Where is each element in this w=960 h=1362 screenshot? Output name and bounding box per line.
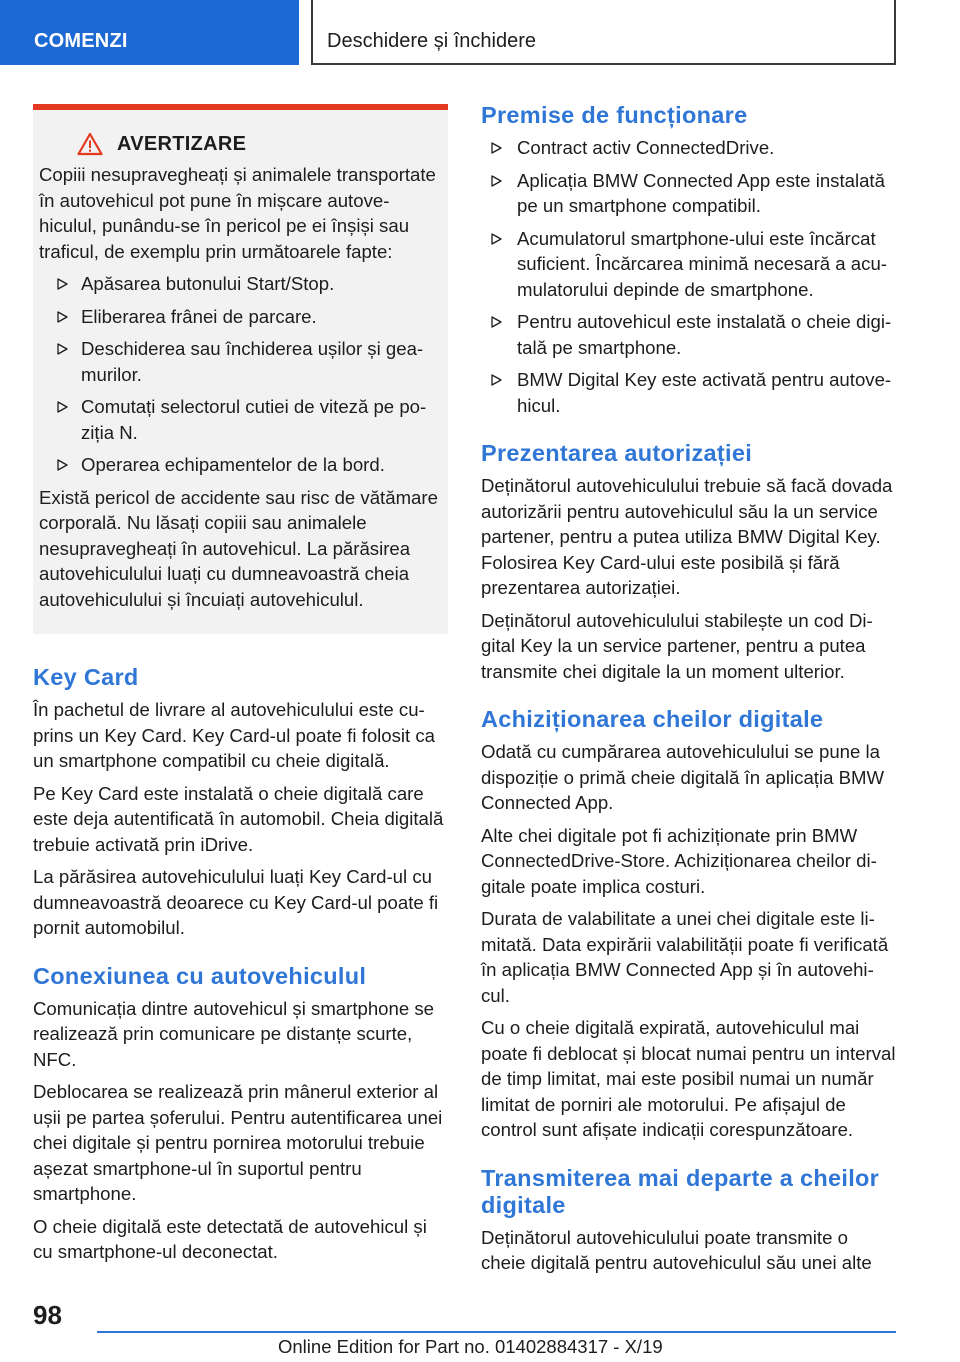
section-tab bbox=[0, 0, 299, 65]
list-item-text: Eliberarea frânei de parcare. bbox=[81, 305, 317, 327]
list-item bbox=[45, 271, 440, 297]
footer-edition bbox=[278, 1336, 663, 1358]
list-item bbox=[481, 135, 896, 161]
warning-box bbox=[33, 104, 448, 634]
list-item-text: Operarea echipamentelor de la bord. bbox=[81, 454, 385, 475]
heading-premise: Premise de funcționare bbox=[481, 102, 748, 128]
list-item bbox=[45, 336, 440, 387]
page-number: 98 bbox=[33, 1300, 62, 1330]
paragraph: Deținătorul autovehiculului poate transmite o cheie digitală pentru autovehiculul său unei alte bbox=[481, 1226, 872, 1273]
section-title: COMENZI bbox=[34, 30, 128, 52]
paragraph: La părăsirea autovehiculului luați Key Card-ul cu dumneavoastră deoarece cu Key Card-ul poate fi pornit automobilul. bbox=[33, 866, 439, 938]
list-item-text: Aplicația BMW Connected App este instalată pe un smartphone compatibil. bbox=[517, 169, 885, 216]
heading-conexiunea: Conexiunea cu autovehiculul bbox=[33, 962, 367, 989]
chapter-tab bbox=[311, 0, 896, 65]
list-item-text: Apăsarea butonului Start/Stop. bbox=[81, 273, 335, 294]
list-item bbox=[45, 452, 440, 478]
edition-text: Online Edition for Part no. 01402884317 - X/19 bbox=[278, 1336, 663, 1357]
list-item-text: Deschiderea sau închiderea ușilor și geamurilor. bbox=[81, 338, 424, 385]
heading-achizitionarea: Achiziționarea cheilor digitale bbox=[481, 706, 824, 732]
triangle-bullet-icon bbox=[491, 233, 502, 245]
paragraph: Durata de valabilitate a unei chei digitale este limitată. Data expirării valabilității poate fi verificată în aplicația BMW Connected App și în autovehicul. bbox=[481, 908, 889, 1006]
premise-list bbox=[481, 135, 896, 418]
warning-list bbox=[39, 271, 440, 478]
paragraph: Deținătorul autovehiculului stabilește un cod Digital Key la un service partener, pentru a putea transmite chei digitale la un moment ulterior. bbox=[481, 609, 873, 682]
triangle-bullet-icon bbox=[491, 175, 502, 187]
left-column bbox=[33, 104, 448, 1272]
paragraph: Odată cu cumpărarea autovehiculului se pune la dispoziție o primă cheie digitală în aplicația BMW Connected App. bbox=[481, 741, 885, 813]
list-item bbox=[45, 394, 440, 445]
paragraph: Deblocarea se realizează prin mânerul exterior al ușii pe partea șoferului. Pentru autentificarea unei chei digitale și pentru pornirea motorului trebuie așezat smartphone-ul în suportul pentru smartphone. bbox=[33, 1081, 443, 1204]
right-column bbox=[481, 102, 896, 1283]
paragraph: Deținătorul autovehiculului trebuie să facă dovada autorizării pentru autovehiculul său la un service partener, pentru a putea utiliza BMW Digital Key. Folosirea Key Card-ului este posibilă și fără prezentarea autorizației. bbox=[481, 475, 893, 598]
list-item bbox=[481, 226, 896, 303]
list-item-text: Contract activ ConnectedDrive. bbox=[517, 137, 775, 158]
list-item-text: Acumulatorul smartphone-ului este încărcat suficient. Încărcarea minimă necesară a acumulatorului depinde de smartphone. bbox=[517, 227, 887, 300]
warning-title: AVERTIZARE bbox=[117, 132, 247, 155]
triangle-bullet-icon bbox=[491, 142, 502, 154]
paragraph: Alte chei digitale pot fi achiziționate prin BMW ConnectedDrive-Store. Achiziționarea cheilor digitale poate implica costuri. bbox=[481, 824, 877, 897]
triangle-bullet-icon bbox=[57, 278, 68, 290]
paragraph: O cheie digitală este detectată de autovehicul și cu smartphone-ul deconectat. bbox=[33, 1215, 427, 1262]
triangle-bullet-icon bbox=[57, 311, 68, 323]
warning-header bbox=[77, 132, 440, 156]
list-item-text: Pentru autovehicul este instalată o cheie digitală pe smartphone. bbox=[517, 311, 892, 358]
triangle-bullet-icon bbox=[491, 374, 502, 386]
heading-transmiterea: Transmiterea mai departe a cheilor digitale bbox=[481, 1164, 880, 1218]
paragraph: Cu o cheie digitală expirată, autovehiculul mai poate fi deblocat și blocat numai pentru un interval de timp limitat, mai este posibil numai un număr limitat de porniri ale motorului. Pe afișajul de control sunt afișate indicații corespunzătoare. bbox=[481, 1017, 896, 1140]
triangle-bullet-icon bbox=[57, 401, 68, 413]
list-item-text: Comutați selectorul cutiei de viteză pe poziția N. bbox=[81, 396, 427, 443]
heading-key-card: Key Card bbox=[33, 664, 139, 690]
warning-triangle-icon bbox=[77, 132, 103, 156]
triangle-bullet-icon bbox=[491, 316, 502, 328]
footer-divider bbox=[97, 1331, 896, 1333]
chapter-title: Deschidere și închidere bbox=[327, 30, 536, 52]
list-item bbox=[481, 367, 896, 418]
paragraph: Comunicația dintre autovehicul și smartphone se realizează prin comunicare pe distanțe scurte, NFC. bbox=[33, 997, 435, 1070]
list-item bbox=[481, 309, 896, 360]
list-item-text: BMW Digital Key este activată pentru autovehicul. bbox=[517, 369, 892, 416]
heading-prezentarea: Prezentarea autorizației bbox=[481, 440, 753, 466]
triangle-bullet-icon bbox=[57, 459, 68, 471]
paragraph: Pe Key Card este instalată o cheie digitală care este deja autentificată în automobil. Cheia digitală trebuie activată prin iDrive. bbox=[33, 782, 444, 855]
warning-intro: Copiii nesupravegheați și animalele transportate în autovehicul pot pune în mișcare autovehiculul, punându-se în pericol pe ei înșiși sau traficul, de exemplu prin următoarele fapte: bbox=[39, 164, 436, 262]
warning-outro: Există pericol de accidente sau risc de vătămare corporală. Nu lăsați copiii sau animalele nesupravegheați în autovehicul. La părăsirea autovehiculului luați cu dumneavoastră cheia autovehiculului și încuiați autovehiculul. bbox=[39, 486, 438, 610]
list-item bbox=[45, 304, 440, 330]
triangle-bullet-icon bbox=[57, 343, 68, 355]
list-item bbox=[481, 168, 896, 219]
paragraph: În pachetul de livrare al autovehiculului este cuprins un Key Card. Key Card-ul poate fi folosit ca un smartphone compatibil cu cheie digitală. bbox=[33, 699, 436, 771]
